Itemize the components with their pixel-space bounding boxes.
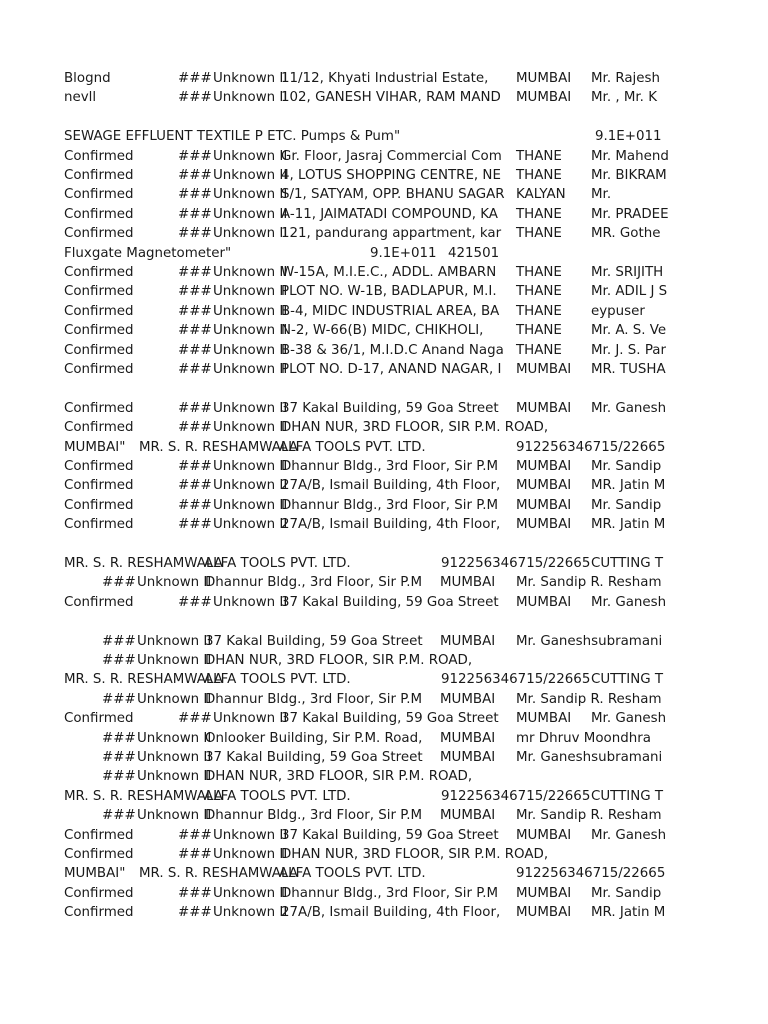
- sheet-row: [0, 845, 667, 864]
- sheet-cell: MUMBAI: [516, 90, 572, 106]
- sheet-row: [0, 729, 667, 748]
- sheet-row: [0, 69, 667, 88]
- sheet-cell: MR. Jatin M: [591, 478, 666, 494]
- sheet-cell: Unknown II: [213, 711, 288, 727]
- sheet-cell: ###: [178, 362, 212, 377]
- sheet-cell: Mr. J. S. Par: [591, 342, 667, 358]
- sheet-cell: Dhannur Bldg., 3rd Floor, Sir P.M: [281, 885, 499, 901]
- sheet-cell: 912256346715/22665: [516, 866, 666, 882]
- sheet-cell: Mr. , Mr. K: [591, 90, 657, 106]
- sheet-cell: THANE: [516, 265, 562, 280]
- sheet-cell: Unknown II: [213, 594, 288, 610]
- sheet-cell: Mr. Sandip: [591, 459, 662, 474]
- sheet-row: [0, 612, 667, 631]
- sheet-cell: DHAN NUR, 3RD FLOOR, SIR P.M. ROAD,: [281, 420, 549, 436]
- sheet-cell: Mr. Sandip R. Resham: [516, 808, 662, 824]
- sheet-cell: DHAN NUR, 3RD FLOOR, SIR P.M. ROAD,: [281, 847, 549, 862]
- sheet-cell: Mr. Ganeshsubramani: [516, 750, 663, 765]
- sheet-cell: Mr. Mahend: [591, 148, 669, 164]
- sheet-cell: 37 Kakal Building, 59 Goa Street: [205, 633, 423, 649]
- sheet-cell: MUMBAI: [516, 517, 572, 533]
- sheet-cell: 102, GANESH VIHAR, RAM MAND: [281, 90, 501, 106]
- sheet-row: [0, 88, 667, 107]
- sheet-cell: MR. TUSHA: [591, 362, 666, 377]
- sheet-cell: PLOT NO. W-1B, BADLAPUR, M.I.: [281, 284, 497, 300]
- sheet-cell: THANE: [516, 342, 562, 358]
- sheet-cell: Dhannur Bldg., 3rd Floor, Sir P.M: [205, 808, 423, 824]
- sheet-cell: S/1, SATYAM, OPP. BHANU SAGAR: [281, 187, 505, 203]
- sheet-cell: ALFA TOOLS PVT. LTD.: [204, 672, 351, 688]
- sheet-cell: Mr. Ganesh: [591, 827, 667, 843]
- sheet-row: [0, 224, 667, 243]
- sheet-cell: PLOT NO. D-17, ANAND NAGAR, I: [281, 362, 502, 377]
- sheet-row: [0, 263, 667, 282]
- sheet-cell: Mr. ADIL J S: [591, 284, 668, 300]
- sheet-cell: ALFA TOOLS PVT. LTD.: [204, 788, 351, 804]
- sheet-cell: Unknown II: [137, 653, 212, 668]
- sheet-row: [0, 147, 667, 166]
- sheet-cell: Confirmed: [64, 303, 134, 319]
- sheet-cell: 121, pandurang appartment, kar: [281, 226, 502, 242]
- sheet-cell: 37 Kakal Building, 59 Goa Street: [281, 711, 499, 727]
- sheet-cell: ###: [102, 691, 136, 707]
- sheet-cell: 37 Kakal Building, 59 Goa Street: [281, 594, 499, 610]
- sheet-cell: 11/12, Khyati Industrial Estate,: [281, 71, 489, 86]
- sheet-cell: Mr. Sandip R. Resham: [516, 691, 662, 707]
- sheet-row: [0, 341, 667, 360]
- sheet-row: [0, 457, 667, 476]
- sheet-cell: MR. Gothe: [591, 226, 661, 242]
- sheet-cell: Unknown II: [213, 265, 288, 280]
- sheet-row: [0, 205, 667, 224]
- sheet-cell: KALYAN: [516, 187, 566, 203]
- sheet-row: [0, 535, 667, 554]
- sheet-cell: MUMBAI: [516, 885, 572, 901]
- sheet-cell: ###: [102, 633, 136, 649]
- sheet-cell: 912256346715/22665: [516, 439, 666, 455]
- sheet-cell: W-15A, M.I.E.C., ADDL. AMBARN: [281, 265, 497, 280]
- sheet-row: [0, 787, 667, 806]
- sheet-cell: ###: [178, 827, 212, 843]
- sheet-cell: CUTTING T: [591, 556, 664, 571]
- sheet-cell: 37 Kakal Building, 59 Goa Street: [205, 750, 423, 765]
- sheet-cell: Mr. Ganesh: [591, 711, 667, 727]
- sheet-row: [0, 573, 667, 592]
- sheet-cell: MUMBAI: [440, 691, 496, 707]
- sheet-row: [0, 864, 667, 883]
- sheet-cell: ###: [178, 265, 212, 280]
- sheet-cell: MUMBAI: [516, 71, 572, 86]
- sheet-cell: Unknown II: [213, 459, 288, 474]
- sheet-row: [0, 282, 667, 301]
- sheet-cell: Confirmed: [64, 459, 134, 474]
- sheet-cell: ###: [178, 148, 212, 164]
- sheet-row: [0, 438, 667, 457]
- sheet-cell: Mr. Rajesh: [591, 71, 660, 86]
- sheet-cell: 27A/B, Ismail Building, 4th Floor,: [281, 905, 501, 921]
- sheet-row: [0, 496, 667, 515]
- sheet-cell: Unknown II: [213, 168, 288, 183]
- sheet-cell: Gr. Floor, Jasraj Commercial Com: [281, 148, 502, 164]
- sheet-cell: ###: [102, 730, 136, 746]
- sheet-cell: MUMBAI: [516, 905, 572, 921]
- sheet-cell: Unknown II: [213, 90, 288, 106]
- sheet-row: [0, 593, 667, 612]
- sheet-cell: MUMBAI: [516, 362, 572, 377]
- sheet-cell: MUMBAI": [64, 439, 126, 455]
- sheet-row: [0, 709, 667, 728]
- sheet-cell: Confirmed: [64, 711, 134, 727]
- sheet-row: [0, 302, 667, 321]
- sheet-cell: B-38 & 36/1, M.I.D.C Anand Naga: [281, 342, 504, 358]
- sheet-cell: MUMBAI: [516, 400, 572, 416]
- sheet-cell: ALFA TOOLS PVT. LTD.: [204, 556, 351, 571]
- sheet-cell: ALFA TOOLS PVT. LTD.: [279, 439, 426, 455]
- sheet-cell: Confirmed: [64, 497, 134, 513]
- sheet-cell: Blognd: [64, 71, 111, 86]
- sheet-cell: Unknown II: [213, 905, 288, 921]
- sheet-cell: ###: [178, 71, 212, 86]
- sheet-cell: MUMBAI: [516, 497, 572, 513]
- sheet-cell: MUMBAI: [516, 459, 572, 474]
- sheet-cell: Unknown II: [213, 323, 288, 339]
- sheet-cell: Unknown II: [213, 226, 288, 242]
- sheet-cell: Confirmed: [64, 400, 134, 416]
- sheet-cell: ###: [178, 168, 212, 183]
- sheet-cell: MR. S. R. RESHAMWALA: [64, 556, 223, 571]
- sheet-row: [0, 476, 667, 495]
- sheet-cell: DHAN NUR, 3RD FLOOR, SIR P.M. ROAD,: [205, 769, 473, 785]
- sheet-cell: Unknown II: [137, 730, 212, 746]
- sheet-cell: Dhannur Bldg., 3rd Floor, Sir P.M: [281, 497, 499, 513]
- sheet-cell: Fluxgate Magnetometer": [64, 245, 232, 261]
- sheet-row: [0, 554, 667, 573]
- sheet-cell: mr Dhruv Moondhra: [516, 730, 651, 746]
- sheet-cell: SEWAGE EFFLUENT TEXTILE P ETC. Pumps & Pum": [64, 129, 401, 145]
- sheet-cell: Unknown II: [213, 847, 288, 862]
- sheet-cell: Mr. Ganesh: [591, 594, 667, 610]
- sheet-cell: Unknown II: [137, 633, 212, 649]
- sheet-cell: Mr. Ganeshsubramani: [516, 633, 663, 649]
- sheet-cell: Confirmed: [64, 885, 134, 901]
- sheet-cell: A-11, JAIMATADI COMPOUND, KA: [281, 206, 498, 222]
- sheet-cell: Unknown II: [213, 885, 288, 901]
- sheet-cell: Confirmed: [64, 362, 134, 377]
- sheet-cell: MR. Jatin M: [591, 905, 666, 921]
- sheet-row: [0, 806, 667, 825]
- sheet-cell: Confirmed: [64, 265, 134, 280]
- sheet-cell: Confirmed: [64, 342, 134, 358]
- sheet-cell: MR. Jatin M: [591, 517, 666, 533]
- sheet-cell: Unknown II: [213, 206, 288, 222]
- sheet-cell: MUMBAI: [440, 730, 496, 746]
- sheet-cell: Unknown II: [137, 808, 212, 824]
- sheet-cell: Onlooker Building, Sir P.M. Road,: [205, 730, 423, 746]
- sheet-cell: Mr. A. S. Ve: [591, 323, 667, 339]
- sheet-cell: Confirmed: [64, 905, 134, 921]
- sheet-row: [0, 185, 667, 204]
- sheet-cell: 27A/B, Ismail Building, 4th Floor,: [281, 478, 501, 494]
- sheet-cell: Unknown II: [213, 420, 288, 436]
- sheet-cell: THANE: [516, 168, 562, 183]
- sheet-row: [0, 108, 667, 127]
- sheet-cell: N-2, W-66(B) MIDC, CHIKHOLI,: [281, 323, 484, 339]
- sheet-cell: Unknown II: [213, 478, 288, 494]
- sheet-cell: THANE: [516, 284, 562, 300]
- sheet-cell: ALFA TOOLS PVT. LTD.: [279, 866, 426, 882]
- sheet-cell: MR. S. R. RESHAMWALA: [64, 788, 223, 804]
- sheet-cell: Mr. Ganesh: [591, 400, 667, 416]
- sheet-cell: Confirmed: [64, 827, 134, 843]
- sheet-cell: ###: [102, 575, 136, 591]
- sheet-cell: Unknown II: [137, 575, 212, 591]
- sheet-cell: 37 Kakal Building, 59 Goa Street: [281, 827, 499, 843]
- sheet-cell: Confirmed: [64, 594, 134, 610]
- sheet-row: [0, 418, 667, 437]
- sheet-row: [0, 748, 667, 767]
- sheet-cell: ###: [178, 711, 212, 727]
- sheet-cell: Unknown II: [137, 750, 212, 765]
- sheet-cell: ###: [178, 342, 212, 358]
- sheet-cell: MUMBAI: [516, 478, 572, 494]
- sheet-cell: 9.1E+011: [595, 129, 662, 145]
- sheet-row: [0, 632, 667, 651]
- sheet-cell: ###: [178, 90, 212, 106]
- sheet-cell: ###: [102, 653, 136, 668]
- sheet-cell: ###: [178, 226, 212, 242]
- sheet-cell: ###: [102, 750, 136, 765]
- sheet-cell: MUMBAI: [516, 594, 572, 610]
- sheet-cell: Confirmed: [64, 517, 134, 533]
- sheet-cell: MUMBAI: [440, 808, 496, 824]
- sheet-row: [0, 515, 667, 534]
- sheet-row: [0, 399, 667, 418]
- sheet-cell: Confirmed: [64, 420, 134, 436]
- sheet-cell: DHAN NUR, 3RD FLOOR, SIR P.M. ROAD,: [205, 653, 473, 668]
- sheet-cell: Dhannur Bldg., 3rd Floor, Sir P.M: [281, 459, 499, 474]
- sheet-cell: Confirmed: [64, 168, 134, 183]
- sheet-cell: 37 Kakal Building, 59 Goa Street: [281, 400, 499, 416]
- sheet-row: [0, 651, 667, 670]
- sheet-cell: 4, LOTUS SHOPPING CENTRE, NE: [281, 168, 501, 183]
- sheet-cell: MR. S. R. RESHAMWALA: [139, 439, 298, 455]
- sheet-cell: MR. S. R. RESHAMWALA: [64, 672, 223, 688]
- sheet-cell: ###: [178, 497, 212, 513]
- sheet-cell: THANE: [516, 148, 562, 164]
- sheet-cell: Confirmed: [64, 478, 134, 494]
- sheet-cell: ###: [178, 478, 212, 494]
- sheet-cell: MUMBAI: [516, 711, 572, 727]
- sheet-row: [0, 321, 667, 340]
- sheet-row: [0, 690, 667, 709]
- sheet-row: [0, 670, 667, 689]
- sheet-cell: ###: [178, 905, 212, 921]
- sheet-cell: Mr. PRADEE: [591, 206, 669, 222]
- sheet-cell: Confirmed: [64, 148, 134, 164]
- sheet-cell: eypuser: [591, 303, 645, 319]
- sheet-cell: THANE: [516, 226, 562, 242]
- sheet-cell: Unknown II: [213, 497, 288, 513]
- sheet-cell: Unknown II: [213, 71, 288, 86]
- sheet-cell: Confirmed: [64, 847, 134, 862]
- sheet-cell: Unknown II: [213, 400, 288, 416]
- sheet-cell: 27A/B, Ismail Building, 4th Floor,: [281, 517, 501, 533]
- sheet-cell: ###: [178, 303, 212, 319]
- sheet-cell: Confirmed: [64, 323, 134, 339]
- sheet-cell: Unknown II: [137, 691, 212, 707]
- sheet-cell: Dhannur Bldg., 3rd Floor, Sir P.M: [205, 575, 423, 591]
- sheet-cell: ###: [178, 420, 212, 436]
- sheet-cell: Unknown II: [213, 148, 288, 164]
- sheet-row: [0, 767, 667, 786]
- sheet-row: [0, 826, 667, 845]
- sheet-cell: Mr. Sandip R. Resham: [516, 575, 662, 591]
- sheet-cell: ###: [178, 517, 212, 533]
- sheet-cell: Confirmed: [64, 206, 134, 222]
- sheet-cell: ###: [102, 808, 136, 824]
- sheet-cell: Unknown II: [213, 284, 288, 300]
- sheet-cell: MUMBAI: [516, 827, 572, 843]
- sheet-cell: THANE: [516, 303, 562, 319]
- sheet-cell: ###: [178, 459, 212, 474]
- sheet-cell: Mr.: [591, 187, 612, 203]
- sheet-row: [0, 360, 667, 379]
- sheet-cell: THANE: [516, 323, 562, 339]
- sheet-cell: Unknown II: [213, 517, 288, 533]
- sheet-cell: 912256346715/22665: [441, 556, 591, 571]
- sheet-cell: 9.1E+011: [370, 245, 437, 261]
- sheet-row: [0, 903, 667, 922]
- sheet-cell: Unknown II: [137, 769, 212, 785]
- sheet-cell: CUTTING T: [591, 788, 664, 804]
- sheet-cell: MUMBAI: [440, 575, 496, 591]
- sheet-cell: ###: [178, 400, 212, 416]
- sheet-cell: 912256346715/22665: [441, 788, 591, 804]
- sheet-cell: MR. S. R. RESHAMWALA: [139, 866, 298, 882]
- sheet-row: [0, 244, 667, 263]
- sheet-cell: Unknown II: [213, 303, 288, 319]
- sheet-cell: Dhannur Bldg., 3rd Floor, Sir P.M: [205, 691, 423, 707]
- sheet-cell: Mr. Sandip: [591, 497, 662, 513]
- sheet-cell: Unknown II: [213, 827, 288, 843]
- sheet-cell: Mr. BIKRAM: [591, 168, 667, 183]
- sheet-cell: B-4, MIDC INDUSTRIAL AREA, BA: [281, 303, 500, 319]
- sheet-cell: nevll: [64, 90, 97, 106]
- sheet-cell: MUMBAI: [440, 633, 496, 649]
- sheet-cell: 912256346715/22665: [441, 672, 591, 688]
- sheet-cell: Unknown II: [213, 187, 288, 203]
- sheet-cell: CUTTING T: [591, 672, 664, 688]
- sheet-cell: ###: [178, 847, 212, 862]
- sheet-row: [0, 127, 667, 146]
- sheet-cell: MUMBAI": [64, 866, 126, 882]
- sheet-cell: ###: [178, 323, 212, 339]
- sheet-cell: ###: [102, 769, 136, 785]
- sheet-cell: Unknown II: [213, 342, 288, 358]
- sheet-cell: Mr. Sandip: [591, 885, 662, 901]
- sheet-cell: ###: [178, 885, 212, 901]
- sheet-cell: ###: [178, 187, 212, 203]
- sheet-row: [0, 379, 667, 398]
- sheet-cell: Confirmed: [64, 187, 134, 203]
- sheet-cell: ###: [178, 594, 212, 610]
- sheet-cell: Confirmed: [64, 226, 134, 242]
- sheet-row: [0, 166, 667, 185]
- sheet-cell: ###: [178, 206, 212, 222]
- sheet-cell: THANE: [516, 206, 562, 222]
- sheet-cell: Unknown II: [213, 362, 288, 377]
- sheet-cell: Mr. SRIJITH: [591, 265, 664, 280]
- sheet-row: [0, 884, 667, 903]
- sheet-cell: Confirmed: [64, 284, 134, 300]
- sheet-cell: MUMBAI: [440, 750, 496, 765]
- sheet-cell: 421501: [448, 245, 500, 261]
- sheet-cell: ###: [178, 284, 212, 300]
